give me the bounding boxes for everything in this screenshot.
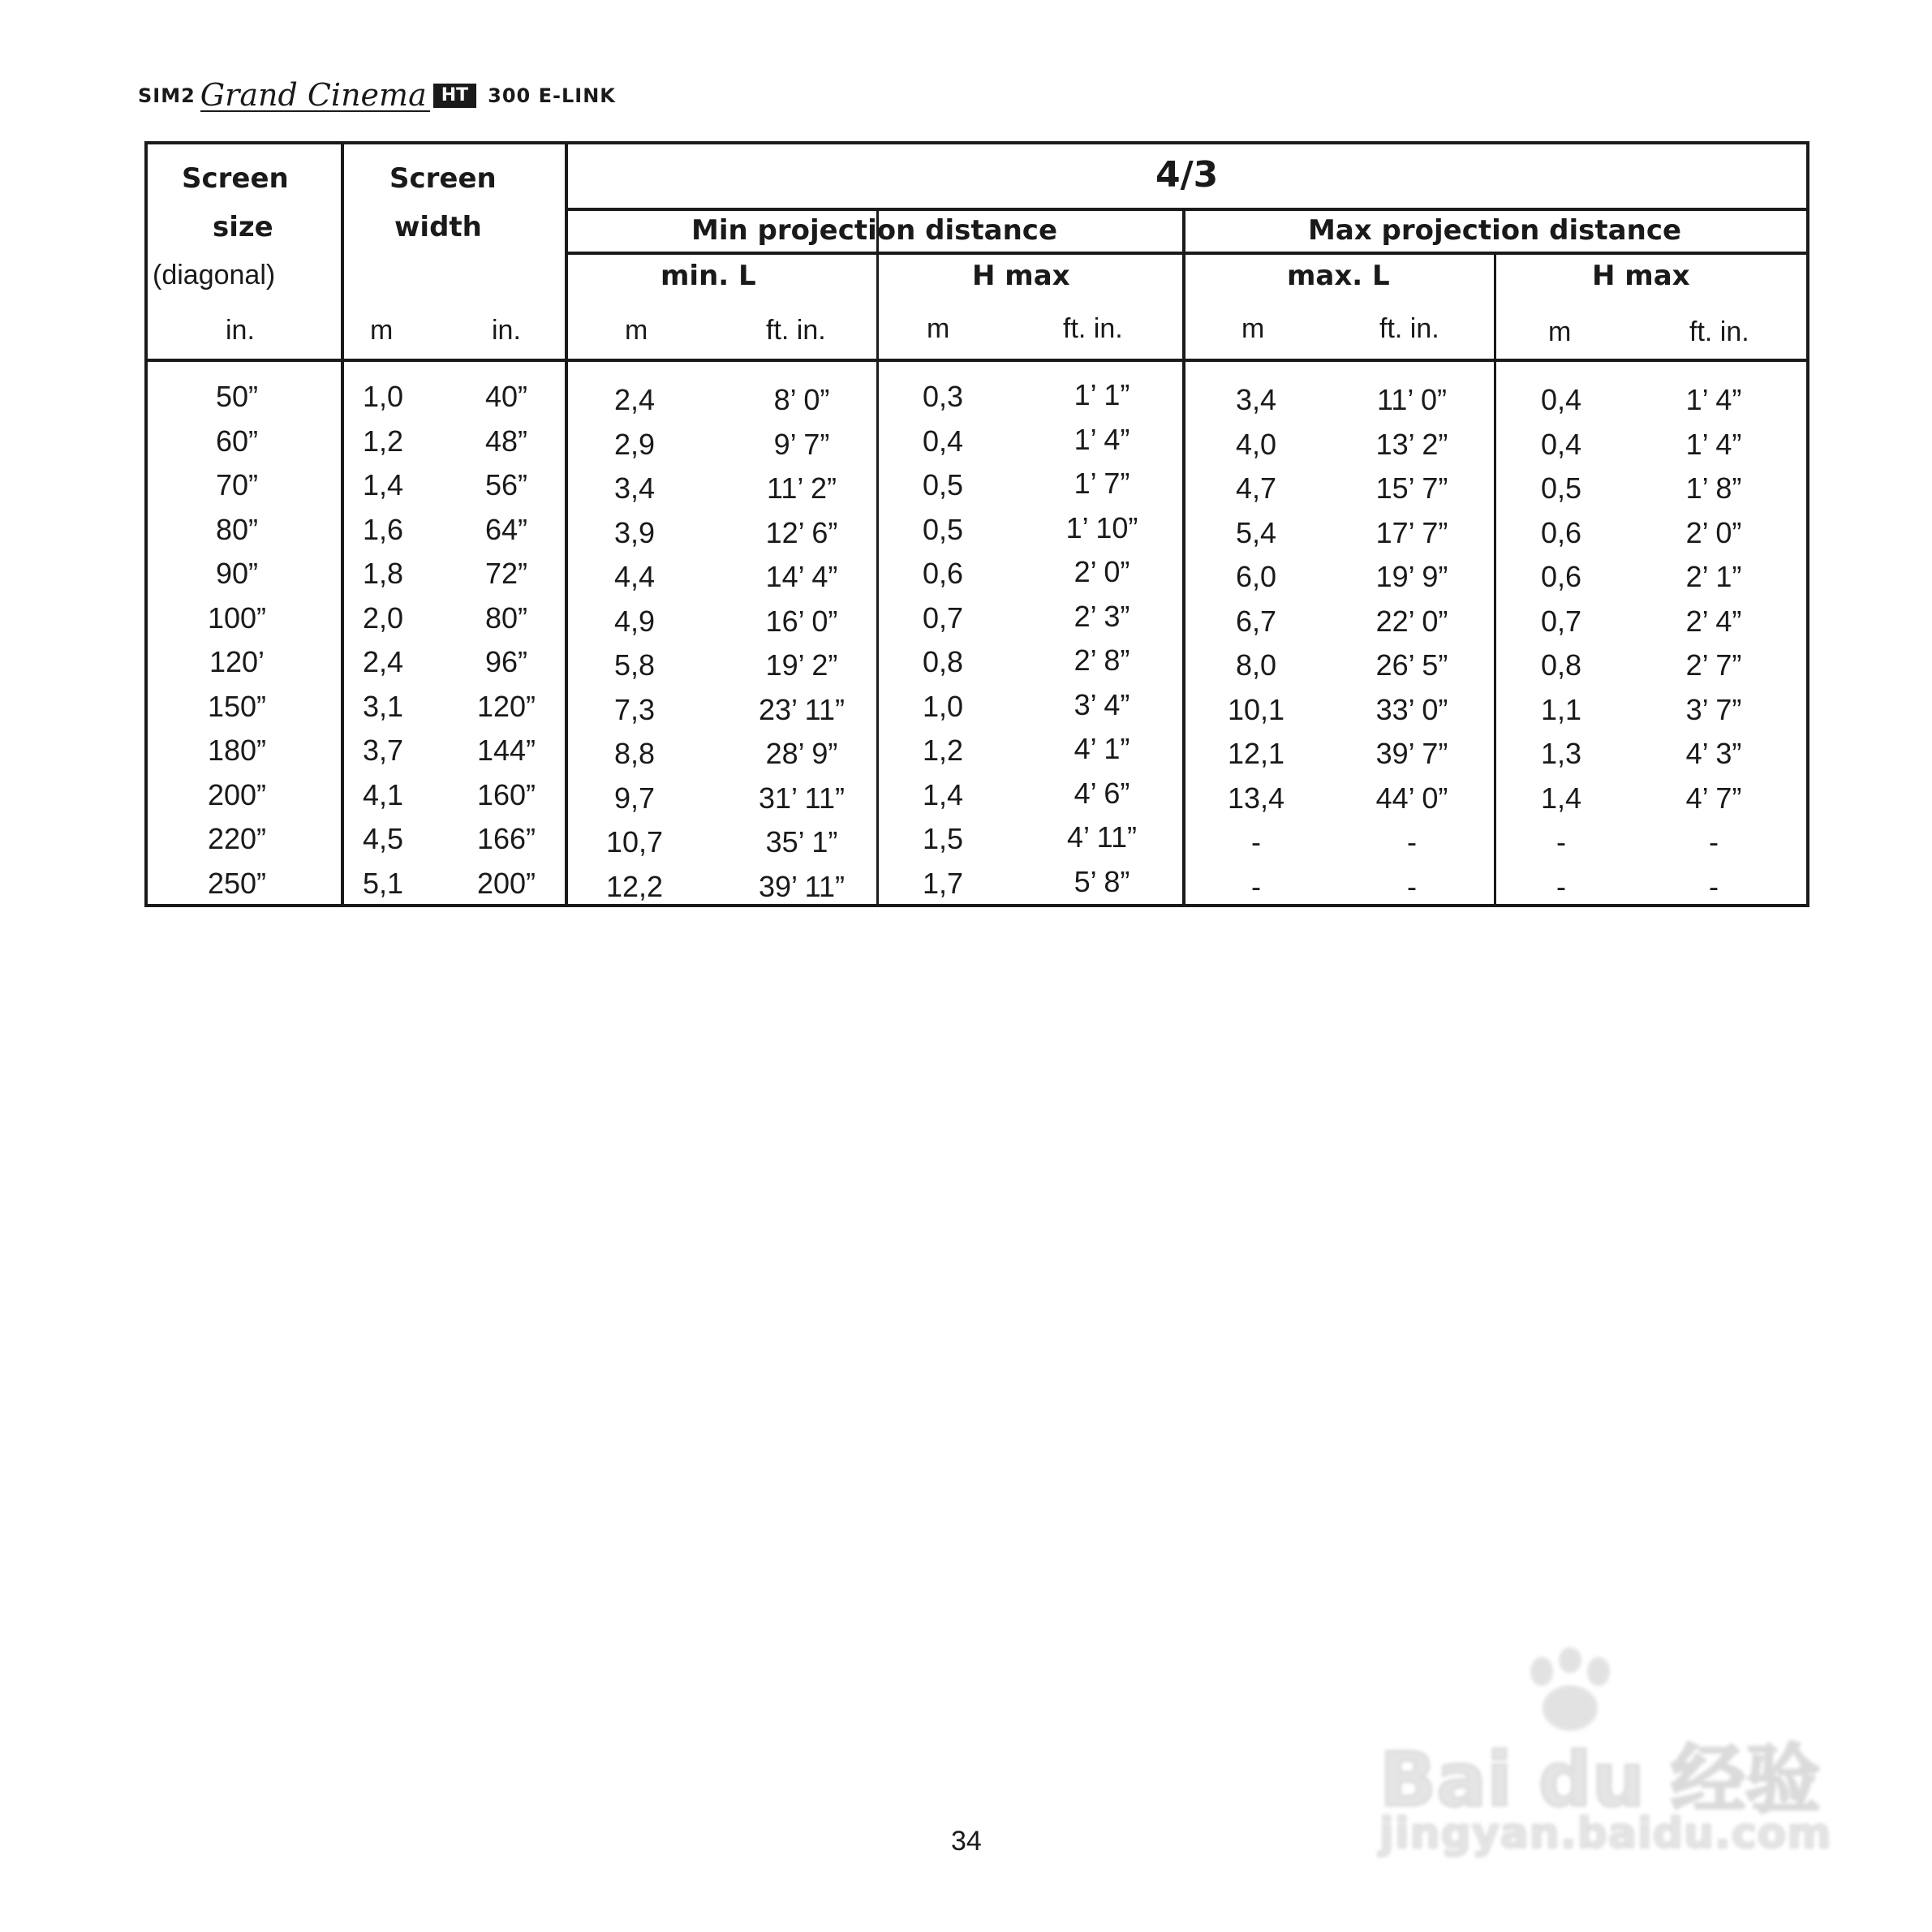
- table-cell: 13’ 2”: [1375, 427, 1448, 461]
- table-cell: 2,4: [613, 383, 656, 416]
- table-cell: 5’ 8”: [1074, 864, 1130, 898]
- table-row: [148, 468, 1806, 512]
- unit-ftin-max-l: ft. in.: [1379, 313, 1439, 344]
- table-cell: 13,4: [1227, 781, 1285, 815]
- watermark-url: jingyan.baidu.com: [1379, 1809, 1832, 1858]
- table-cell: 70”: [215, 468, 259, 501]
- table-cell: 4’ 3”: [1685, 737, 1742, 770]
- header-h-max-min: H max: [972, 260, 1070, 292]
- table-cell: 56”: [484, 468, 528, 501]
- table-cell: 1,4: [1540, 781, 1582, 815]
- page-number: 34: [951, 1826, 982, 1857]
- brand-ht-badge: HT: [433, 84, 476, 108]
- table-cell: -: [1251, 869, 1261, 903]
- table-cell: -: [1407, 869, 1417, 903]
- table-cell: 180”: [207, 734, 267, 767]
- table-cell: 10,1: [1227, 692, 1285, 726]
- table-row: [148, 601, 1806, 645]
- table-cell: 2’ 0”: [1074, 555, 1130, 588]
- table-cell: -: [1709, 869, 1719, 903]
- table-cell: 12,2: [605, 869, 664, 903]
- table-cell: 9’ 7”: [773, 427, 830, 461]
- table-cell: 220”: [207, 822, 267, 855]
- header-screen-width-line2: width: [394, 211, 482, 243]
- table-cell: 4’ 11”: [1066, 820, 1138, 854]
- unit-m-h-max-max: m: [1548, 316, 1572, 347]
- table-cell: 5,1: [362, 866, 404, 900]
- table-cell: 120’: [209, 645, 265, 678]
- header-screen-size-line2: size: [213, 211, 273, 243]
- table-cell: 8’ 0”: [773, 383, 830, 416]
- table-cell: 3’ 7”: [1685, 692, 1742, 726]
- table-cell: 2’ 1”: [1685, 560, 1742, 593]
- table-cell: 1,7: [922, 866, 964, 900]
- table-row: [148, 864, 1806, 910]
- table-cell: 3,4: [613, 471, 656, 505]
- table-cell: 0,4: [1540, 383, 1582, 416]
- table-cell: 1’ 10”: [1065, 510, 1138, 544]
- table-cell: 8,8: [613, 737, 656, 770]
- table-cell: 96”: [484, 645, 528, 678]
- brand-sim2: SIM2: [138, 84, 196, 107]
- table-cell: -: [1556, 825, 1566, 858]
- table-cell: 4,0: [1235, 427, 1277, 461]
- watermark-logo: Bai du 经验: [1379, 1736, 1821, 1823]
- table-cell: 12’ 6”: [765, 515, 838, 549]
- table-cell: 4’ 6”: [1074, 776, 1130, 810]
- table-cell: 2,0: [362, 600, 404, 635]
- table-cell: 8,0: [1235, 648, 1277, 682]
- table-cell: 0,5: [922, 512, 964, 546]
- table-cell: 11’ 2”: [766, 471, 837, 505]
- table-cell: 44’ 0”: [1375, 781, 1448, 815]
- table-cell: 4,1: [362, 777, 404, 811]
- divider: [565, 208, 1806, 211]
- table-cell: 16’ 0”: [765, 604, 838, 638]
- table-cell: 14’ 4”: [765, 560, 838, 593]
- table-cell: 4,5: [362, 822, 404, 855]
- table-cell: 160”: [476, 777, 536, 811]
- table-cell: 1,1: [1540, 692, 1582, 726]
- table-cell: 200”: [207, 777, 267, 811]
- table-cell: 35’ 1”: [765, 825, 838, 858]
- table-cell: 1’ 4”: [1685, 427, 1742, 461]
- table-cell: 50”: [215, 380, 259, 413]
- header-min-l: min. L: [660, 260, 756, 292]
- watermark: [1379, 1647, 1834, 1858]
- divider: [565, 252, 1806, 255]
- table-cell: 1,0: [362, 380, 404, 413]
- header-aspect-ratio: 4/3: [1155, 154, 1219, 196]
- table-cell: 1,5: [922, 822, 964, 855]
- header-min-projection: Min projection distance: [691, 214, 1058, 247]
- table-cell: 0,6: [1540, 515, 1582, 549]
- projection-distance-table: [144, 141, 1809, 907]
- table-cell: 60”: [215, 424, 259, 458]
- table-row: [148, 380, 1806, 424]
- table-cell: 17’ 7”: [1375, 515, 1448, 549]
- table-row: [148, 778, 1806, 822]
- header-screen-size-line3: (diagonal): [153, 260, 276, 290]
- table-cell: 15’ 7”: [1375, 471, 1448, 505]
- table-cell: 2’ 8”: [1074, 643, 1130, 677]
- header-screen-width-line1: Screen: [389, 162, 497, 195]
- table-cell: 2’ 0”: [1685, 515, 1742, 549]
- table-cell: 1,3: [1540, 737, 1582, 770]
- table-row: [148, 822, 1806, 866]
- table-cell: 5,4: [1235, 515, 1277, 549]
- table-cell: 31’ 11”: [758, 781, 846, 815]
- table-cell: 0,6: [922, 557, 964, 590]
- table-cell: 3,7: [362, 734, 404, 767]
- table-cell: 144”: [476, 734, 536, 767]
- table-cell: 0,4: [922, 424, 964, 458]
- document-header: [138, 77, 616, 113]
- table-cell: 40”: [484, 380, 528, 413]
- table-cell: 0,5: [1540, 471, 1582, 505]
- table-cell: 2’ 3”: [1074, 599, 1130, 633]
- table-cell: 0,7: [1540, 604, 1582, 638]
- table-cell: 120”: [476, 689, 536, 723]
- table-cell: 2,4: [362, 645, 404, 678]
- table-cell: 1,6: [362, 512, 404, 546]
- table-cell: 2’ 7”: [1685, 648, 1742, 682]
- header-max-projection: Max projection distance: [1308, 214, 1682, 247]
- table-cell: 23’ 11”: [758, 692, 846, 726]
- header-screen-size-line1: Screen: [182, 162, 289, 195]
- table-cell: 3,4: [1235, 383, 1277, 416]
- table-cell: -: [1407, 825, 1417, 858]
- table-cell: 3’ 4”: [1074, 687, 1130, 721]
- table-cell: 39’ 11”: [758, 869, 846, 903]
- unit-ftin-h-max-min: ft. in.: [1063, 313, 1123, 344]
- table-cell: 64”: [484, 512, 528, 546]
- table-cell: 0,5: [922, 468, 964, 501]
- divider: [148, 359, 1806, 362]
- table-cell: 0,7: [922, 600, 964, 635]
- table-cell: -: [1556, 869, 1566, 903]
- table-cell: 100”: [207, 600, 267, 635]
- table-cell: 0,8: [1540, 648, 1582, 682]
- table-cell: 1’ 7”: [1074, 467, 1130, 500]
- table-cell: 5,8: [613, 648, 656, 682]
- table-cell: 80”: [215, 512, 259, 546]
- table-cell: 9,7: [613, 781, 656, 815]
- table-cell: 4,4: [613, 560, 656, 593]
- table-cell: 90”: [215, 557, 259, 590]
- table-cell: 200”: [476, 866, 536, 900]
- table-row: [148, 557, 1806, 600]
- table-cell: 1’ 4”: [1074, 422, 1130, 456]
- table-row: [148, 687, 1806, 734]
- table-cell: 166”: [476, 822, 536, 855]
- table-row: [148, 510, 1806, 557]
- table-cell: 1’ 1”: [1074, 378, 1130, 411]
- unit-m-min-l: m: [625, 315, 648, 346]
- table-cell: 1’ 8”: [1685, 471, 1742, 505]
- unit-ftin-h-max-max: ft. in.: [1689, 316, 1749, 347]
- table-row: [148, 734, 1806, 777]
- table-cell: 72”: [484, 557, 528, 590]
- table-cell: 80”: [484, 600, 528, 635]
- table-cell: 6,0: [1235, 560, 1277, 593]
- table-cell: 4,7: [1235, 471, 1277, 505]
- table-row: [148, 424, 1806, 468]
- table-cell: 4,9: [613, 604, 656, 638]
- table-cell: 12,1: [1227, 737, 1285, 770]
- table-cell: 6,7: [1235, 604, 1277, 638]
- table-cell: 1,2: [922, 734, 964, 767]
- brand-grand-cinema: Grand Cinema: [200, 80, 430, 112]
- table-cell: 19’ 9”: [1375, 560, 1448, 593]
- table-cell: 48”: [484, 424, 528, 458]
- unit-in-screen-width: in.: [492, 315, 521, 346]
- table-cell: 150”: [207, 689, 267, 723]
- table-cell: 4’ 7”: [1685, 781, 1742, 815]
- table-cell: 1,2: [362, 424, 404, 458]
- table-cell: 1,8: [362, 557, 404, 590]
- table-cell: 7,3: [613, 692, 656, 726]
- table-cell: 11’ 0”: [1376, 383, 1448, 416]
- table-cell: 0,8: [922, 645, 964, 678]
- unit-in-screen-size: in.: [226, 315, 255, 346]
- table-cell: 3,1: [362, 689, 404, 723]
- table-cell: -: [1251, 825, 1261, 858]
- unit-m-max-l: m: [1241, 313, 1265, 344]
- table-cell: 0,6: [1540, 560, 1582, 593]
- table-cell: 0,3: [922, 380, 964, 413]
- table-cell: 1,0: [922, 689, 964, 723]
- table-cell: 1’ 4”: [1685, 383, 1742, 416]
- table-cell: 33’ 0”: [1375, 692, 1448, 726]
- unit-ftin-min-l: ft. in.: [766, 315, 826, 346]
- table-cell: 2’ 4”: [1685, 604, 1742, 638]
- table-cell: 28’ 9”: [765, 737, 838, 770]
- table-cell: 22’ 0”: [1375, 604, 1448, 638]
- table-cell: -: [1709, 825, 1719, 858]
- table-cell: 19’ 2”: [765, 648, 838, 682]
- table-cell: 10,7: [605, 825, 664, 858]
- table-cell: 3,9: [613, 515, 656, 549]
- unit-m-h-max-min: m: [927, 313, 950, 344]
- header-h-max-max: H max: [1592, 260, 1690, 292]
- header-max-l: max. L: [1287, 260, 1390, 292]
- table-cell: 250”: [207, 866, 267, 900]
- table-cell: 1,4: [922, 777, 964, 811]
- table-cell: 1,4: [362, 468, 404, 501]
- unit-m-screen-width: m: [370, 315, 394, 346]
- table-cell: 2,9: [613, 427, 656, 461]
- table-row: [148, 645, 1806, 689]
- table-cell: 0,4: [1540, 427, 1582, 461]
- table-cell: 4’ 1”: [1074, 732, 1130, 765]
- table-cell: 39’ 7”: [1375, 737, 1448, 770]
- table-cell: 26’ 5”: [1375, 648, 1448, 682]
- brand-model: 300 E-LINK: [488, 84, 616, 107]
